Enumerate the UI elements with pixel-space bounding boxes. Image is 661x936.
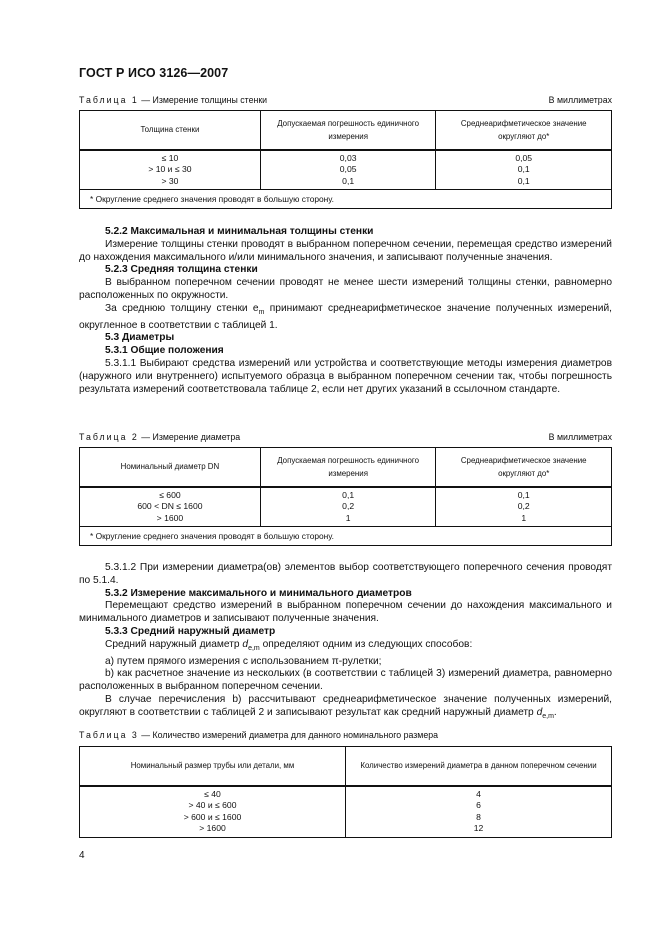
document-header: ГОСТ Р ИСО 3126—2007	[79, 66, 229, 80]
section-5-2-2-text: Измерение толщины стенки проводят в выбранном поперечном сечении, перемещая средство измерений до нахождения максимального и/или минимального значения, и записывают полученные значения.	[79, 238, 612, 263]
table3-measurement-count	[79, 746, 612, 838]
section-5-3-2-heading: 5.3.2 Измерение максимального и минимального диаметров	[105, 587, 412, 599]
table1-cell-thickness: ≤ 10 > 10 и ≤ 30 > 30	[80, 150, 261, 190]
section-5-2-3-heading: 5.2.3 Средняя толщина стенки	[105, 264, 258, 276]
table2-header-col1: Номинальный диаметр DN	[80, 448, 261, 487]
section-5-3-3-item-b: b) как расчетное значение из нескольких (в соответствии с таблицей 3) измерений диаметра, равномерно расположенных в выбранном поперечном сечении.	[79, 668, 612, 693]
table1-wall-thickness	[79, 110, 612, 209]
table1-footnote: * Округление среднего значения проводят в большую сторону.	[80, 190, 612, 209]
table1-cell-error: 0,03 0,05 0,1	[260, 150, 436, 190]
table2-header-col3: Среднеарифметическое значение округляют до*	[436, 448, 612, 487]
section-5-2-3-text-2: За среднюю толщину стенки $e_m$ принимают среднеарифметическое значение полученных измерений, округленное в соответствии с таблицей 1.	[79, 302, 612, 331]
table1-cell-rounding: 0,05 0,1 0,1	[436, 150, 612, 190]
table2-header-col2: Допускаемая погрешность единичного измерения	[260, 448, 436, 487]
table2-unit: В миллиметрах	[548, 432, 612, 442]
section-5-3-1-heading: 5.3.1 Общие положения	[105, 345, 224, 357]
table3-header-col1: Номинальный размер трубы или детали, мм	[80, 747, 346, 786]
section-5-2-2-heading: 5.2.2 Максимальная и минимальная толщины стенки	[105, 226, 374, 237]
table3-caption: Таблица 3 — Количество измерений диаметра для данного номинального размера	[79, 730, 439, 740]
table2-cell-error: 0,1 0,2 1	[260, 487, 436, 527]
section-5-3-3-text-2: В случае перечисления b) рассчитывают среднеарифметическое значение полученных измерений, округляют в соответствии с таблицей 2 и записывают результат как средний наружный диаметр $d_{e,m}$.	[79, 694, 612, 720]
table3-cell-size: ≤ 40 > 40 и ≤ 600 > 600 и ≤ 1600 > 1600	[80, 786, 346, 838]
table1-unit: В миллиметрах	[548, 95, 612, 105]
section-5-3-3-item-a: a) путем прямого измерения с использованием π-рулетки;	[105, 655, 382, 667]
section-5-3-3-heading: 5.3.3 Средний наружный диаметр	[105, 625, 276, 637]
section-5-2-3-text-1: В выбранном поперечном сечении проводят не менее шести измерений толщины стенки, равномерно расположенных по окружности.	[79, 277, 612, 301]
table2-diameter	[79, 447, 612, 546]
section-5-3-3-text-1: Средний наружный диаметр $d_{e,m}$ определяют одним из следующих способов:	[105, 638, 473, 652]
table2-caption: Таблица 2 — Измерение диаметра	[79, 432, 241, 442]
table1-header-col2: Допускаемая погрешность единичного измерения	[260, 111, 436, 150]
section-5-2-2-to-5-3-1	[79, 226, 612, 396]
table3-cell-count: 4 6 8 12	[346, 786, 612, 838]
table3-header-col2: Количество измерений диаметра в данном поперечном сечении	[346, 747, 612, 786]
section-5-3-1-2-to-5-3-3	[79, 562, 612, 724]
section-5-3-2-text: Перемещают средство измерений в выбранном поперечном сечении до нахождения максимального и минимального диаметров и записывают полученные значения.	[79, 600, 612, 625]
table2-cell-diameter: ≤ 600 600 < DN ≤ 1600 > 1600	[80, 487, 261, 527]
table1-header-col1: Толщина стенки	[80, 111, 261, 150]
section-5-3-heading: 5.3 Диаметры	[105, 332, 175, 344]
page-number: 4	[79, 850, 85, 861]
section-5-3-1-2-text: 5.3.1.2 При измерении диаметра(ов) элементов выбор соответствующего поперечного сечения проводят по 5.1.4.	[79, 562, 612, 586]
table2-cell-rounding: 0,1 0,2 1	[436, 487, 612, 527]
table2-footnote: * Округление среднего значения проводят в большую сторону.	[80, 527, 612, 546]
table1-header-col3: Среднеарифметическое значение округляют до*	[436, 111, 612, 150]
table1-caption: Таблица 1 — Измерение толщины стенки	[79, 95, 268, 105]
section-5-3-1-1-text: 5.3.1.1 Выбирают средства измерений или устройства и соответствующие методы измерения диаметров (наружного или внутреннего) испытуемого образца в выбранном поперечном сечении так, чтобы погрешность результата измерений соответствовала таблице 2, если нет других указаний в ссылочном стандарте.	[79, 358, 612, 395]
